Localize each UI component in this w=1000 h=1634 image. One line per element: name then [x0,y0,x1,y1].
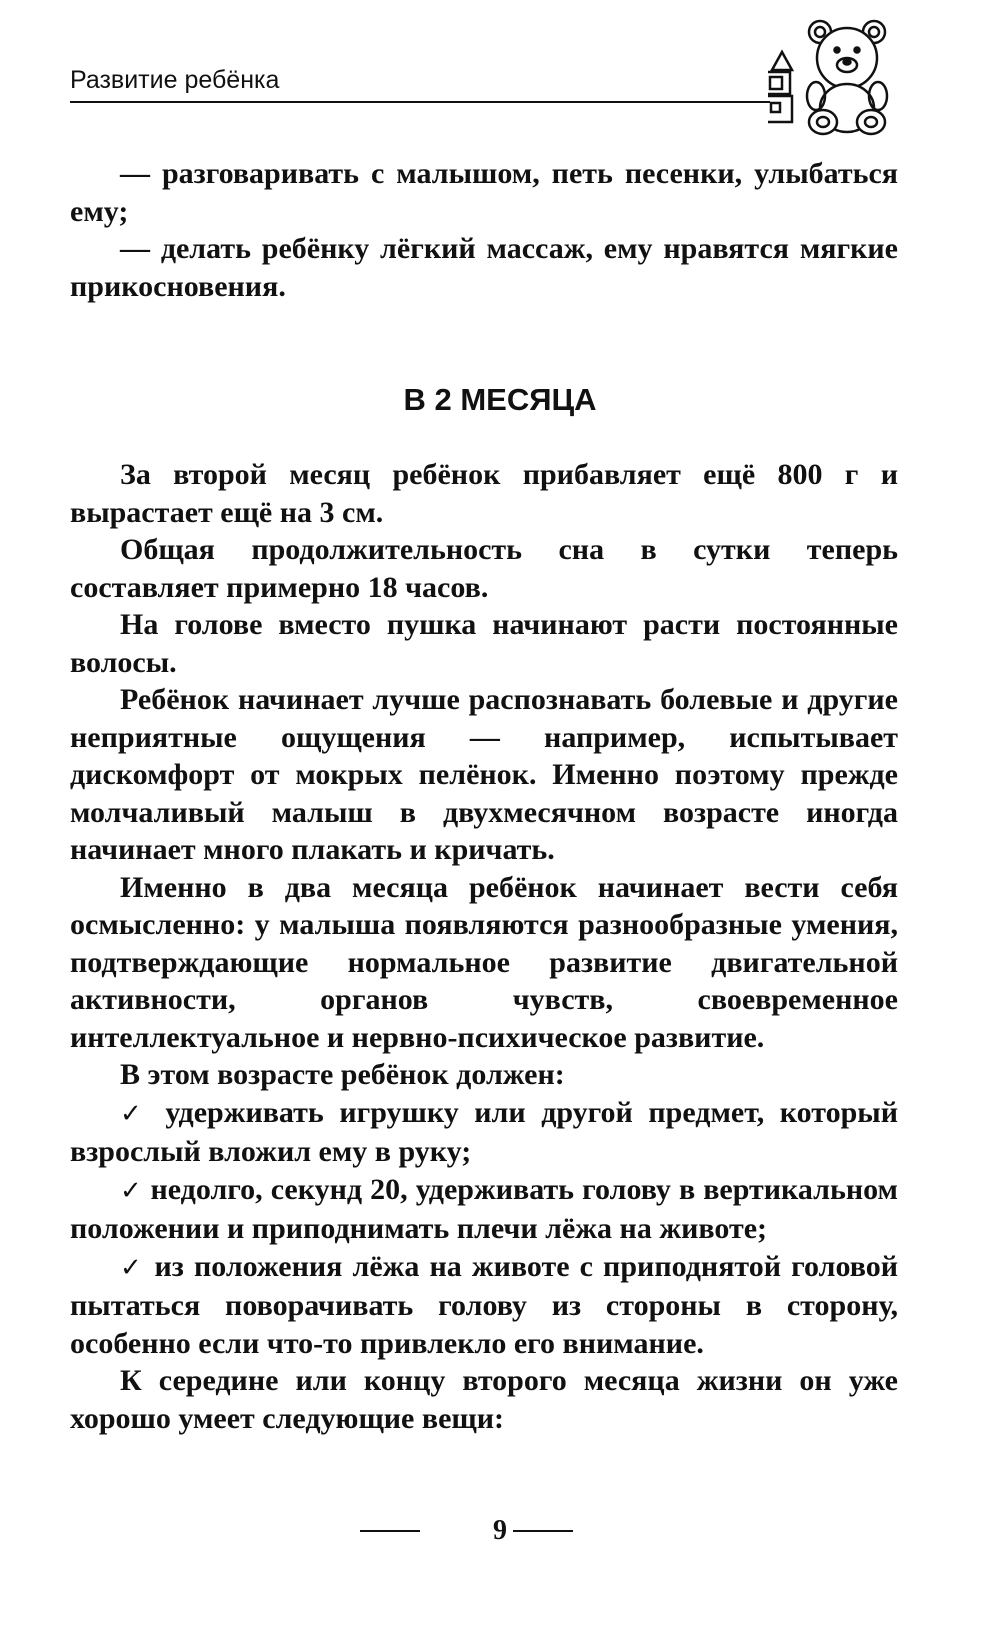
paragraph: За второй месяц ребёнок прибавляет ещё 800 г и вырастает ещё на 3 см. [70,458,898,529]
paragraph: — делать ребёнку лёгкий массаж, ему нравятся мягкие прикосновения. [70,232,898,303]
section-body [70,456,898,1437]
checklist-item [70,1094,898,1171]
check-mark-icon: ✓ [120,1175,143,1206]
checklist-text: из положения лёжа на животе с приподнятой головой пытаться поворачивать голову из стороны в сторону, особенно если что-то привлекло его внимание. [70,1249,898,1360]
checklist-item [70,1248,898,1363]
teddy-bear-with-blocks-icon [768,12,903,137]
paragraph: — разговаривать с малышом, петь песенки, улыбаться ему; [70,157,898,228]
checklist-text: удерживать игрушку или другой предмет, который взрослый вложил ему в руку; [70,1095,898,1168]
check-mark-icon: ✓ [120,1098,150,1129]
page-number-rule-right [513,1530,573,1532]
header-rule [70,101,770,103]
check-mark-icon: ✓ [120,1252,145,1283]
section-heading: В 2 МЕСЯЦА [403,382,597,417]
checklist-text: недолго, секунд 20, удерживать голову в вертикальном положении и приподнимать плечи лёжа на животе; [70,1172,898,1245]
running-header: Развитие ребёнка [70,66,280,94]
paragraph: К середине или концу второго месяца жизни он уже хорошо умеет следующие вещи: [70,1364,898,1435]
page-number: 9 [493,1515,507,1546]
top-text-block [70,155,898,305]
paragraph: Именно в два месяца ребёнок начинает вести себя осмысленно: у малыша появляются разнообразные умения, подтверждающие нормальное развитие двигательной активности, органов чувств, своевременное интеллектуальное и нервно-психическое развитие. [70,870,898,1054]
paragraph: В этом возрасте ребёнок должен: [120,1058,565,1091]
paragraph: На голове вместо пушка начинают расти постоянные волосы. [70,608,898,679]
checklist-item [70,1171,898,1248]
paragraph: Ребёнок начинает лучше распознавать болевые и другие неприятные ощущения — например, испытывает дискомфорт от мокрых пелёнок. Именно поэтому прежде молчаливый малыш в двухмесячном возрасте иногда начинает много плакать и кричать. [70,683,898,866]
paragraph: Общая продолжительность сна в сутки теперь составляет примерно 18 часов. [70,533,898,604]
